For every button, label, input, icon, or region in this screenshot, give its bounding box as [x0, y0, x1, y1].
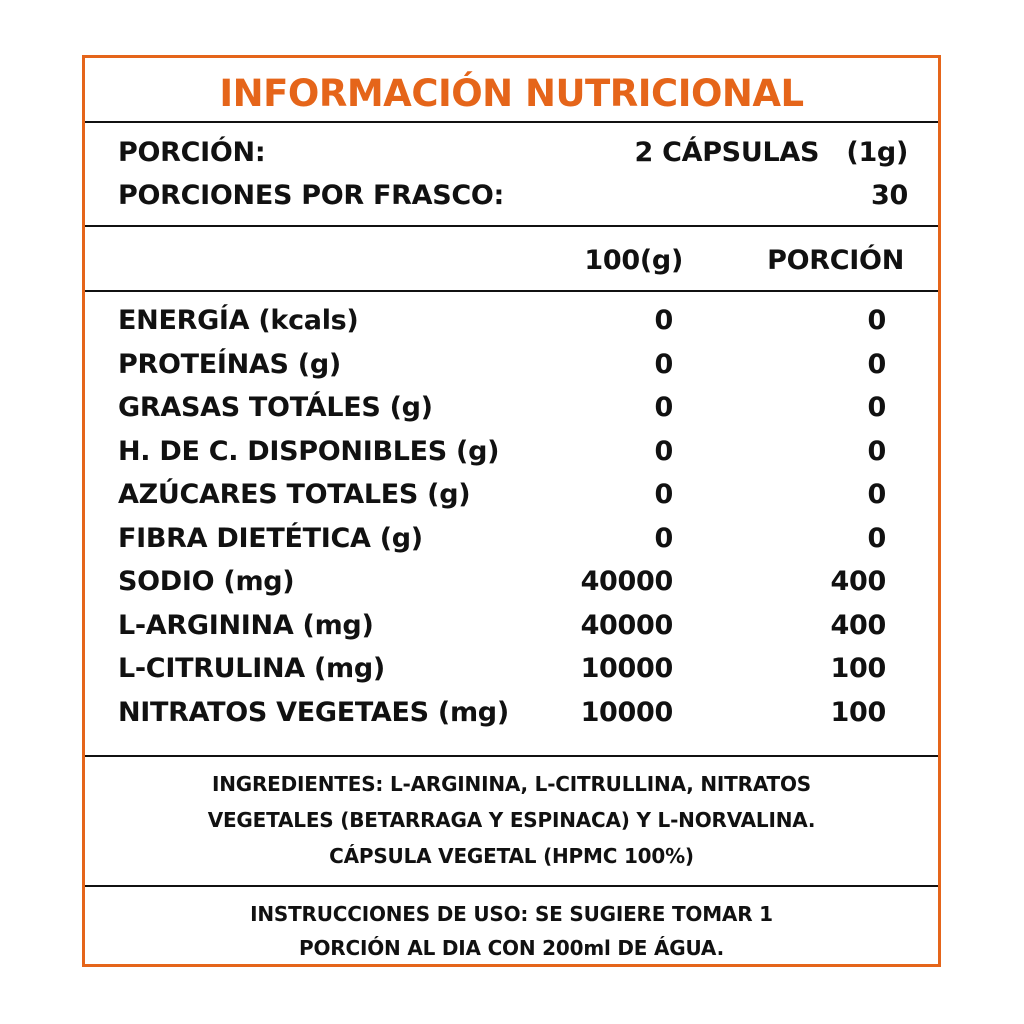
table-row: [85, 436, 938, 479]
nutrient-value-per100: 0: [654, 479, 673, 510]
nutrient-value-per100: 40000: [580, 566, 673, 597]
table-row: [85, 479, 938, 522]
nutrient-name: AZÚCARES TOTALES (g): [118, 479, 471, 510]
nutrient-name: H. DE C. DISPONIBLES (g): [118, 435, 500, 467]
divider-title: [85, 121, 938, 123]
nutrient-value-portion: 0: [867, 522, 886, 554]
nutrient-name: L-ARGININA (mg): [118, 609, 374, 641]
nutrient-name: FIBRA DIETÉTICA (g): [118, 522, 423, 554]
nutrient-value-portion: 400: [830, 609, 886, 641]
nutrient-name: PROTEÍNAS (g): [118, 348, 341, 380]
column-header-portion: PORCIÓN: [767, 245, 904, 276]
nutrient-value-per100: 0: [654, 305, 673, 336]
table-row: [85, 610, 938, 653]
table-row: [85, 392, 938, 435]
nutrient-name: GRASAS TOTÁLES (g): [118, 392, 433, 423]
ingredients-line-3: CÁPSULA VEGETAL (HPMC 100%): [329, 844, 694, 868]
portions-per-bottle-label: PORCIONES POR FRASCO:: [118, 180, 505, 211]
table-row: [85, 523, 938, 566]
instructions-line-1: INSTRUCCIONES DE USO: SE SUGIERE TOMAR 1: [250, 902, 773, 926]
table-row: [85, 697, 938, 740]
nutrient-value-per100: 0: [654, 435, 673, 467]
panel-title: INFORMACIÓN NUTRICIONAL: [219, 72, 804, 115]
nutrient-value-portion: 400: [830, 566, 886, 597]
portions-per-bottle-value: 30: [871, 180, 908, 211]
ingredients-line-2: VEGETALES (BETARRAGA Y ESPINACA) Y L-NORVALINA.: [207, 808, 816, 832]
nutrient-value-per100: 0: [654, 348, 673, 380]
nutrient-name: SODIO (mg): [118, 566, 295, 597]
nutrient-value-per100: 0: [654, 522, 673, 554]
nutrient-value-portion: 100: [830, 696, 886, 728]
table-row: [85, 653, 938, 696]
nutrition-facts-panel: [82, 55, 941, 967]
nutrient-name: NITRATOS VEGETAES (mg): [118, 696, 509, 728]
nutrient-value-portion: 0: [867, 479, 886, 510]
nutrient-value-portion: 0: [867, 348, 886, 380]
ingredients-line-1: INGREDIENTES: L-ARGININA, L-CITRULLINA, NITRATOS: [211, 772, 811, 796]
divider-header: [85, 290, 938, 292]
table-row: [85, 349, 938, 392]
divider-ingredients: [85, 885, 938, 887]
divider-table: [85, 755, 938, 757]
nutrient-value-portion: 0: [867, 435, 886, 467]
table-row: [85, 305, 938, 348]
nutrient-value-per100: 40000: [580, 609, 673, 641]
column-header-per100: 100(g): [584, 245, 683, 276]
nutrient-name: ENERGÍA (kcals): [118, 305, 359, 336]
nutrient-value-per100: 10000: [580, 696, 673, 728]
portion-value: 2 CÁPSULAS (1g): [634, 137, 908, 168]
nutrient-name: L-CITRULINA (mg): [118, 653, 385, 684]
portion-label: PORCIÓN:: [118, 137, 266, 168]
nutrient-value-per100: 10000: [580, 653, 673, 684]
nutrient-value-portion: 0: [867, 305, 886, 336]
nutrient-value-portion: 0: [867, 392, 886, 423]
divider-portion: [85, 225, 938, 227]
nutrient-value-per100: 0: [654, 392, 673, 423]
table-row: [85, 566, 938, 609]
nutrient-value-portion: 100: [830, 653, 886, 684]
instructions-line-2: PORCIÓN AL DIA CON 200ml DE ÁGUA.: [299, 936, 724, 960]
